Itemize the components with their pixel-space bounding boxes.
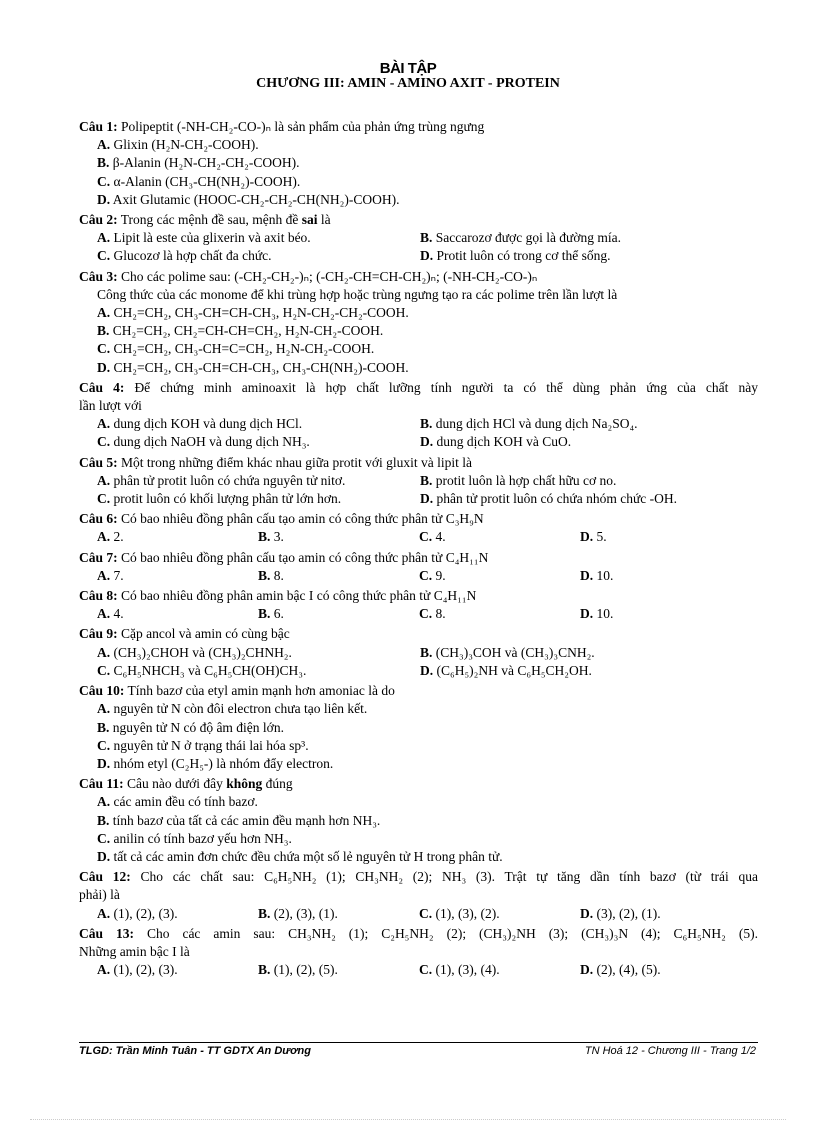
text: D. — [420, 248, 434, 264]
option-d — [420, 247, 611, 265]
text: đúng — [265, 776, 293, 792]
text: 5. — [596, 529, 607, 545]
text: C. — [419, 606, 433, 622]
text: Câu 7: — [79, 549, 118, 565]
text: Câu 5: — [79, 454, 118, 470]
option-a — [97, 961, 258, 979]
option-a — [97, 605, 258, 623]
option-a — [79, 136, 758, 154]
question-12 — [79, 868, 758, 923]
option-b — [420, 229, 621, 247]
text: α-Alanin (CH₃-CH(NH₂)-COOH). — [113, 173, 301, 189]
text: C. — [419, 567, 433, 583]
option-a — [97, 528, 258, 546]
text: A. — [97, 644, 111, 660]
text: A. — [97, 416, 111, 432]
text: D. — [97, 848, 111, 864]
text: tất cả các amin đơn chức đều chứa một số lẻ nguyên tử H trong phân tử. — [113, 848, 503, 864]
text: D. — [97, 755, 111, 771]
text: Có bao nhiêu đồng phân amin bậc I có công thức phân tử C₄H₁₁N — [121, 588, 477, 604]
question-list — [79, 118, 758, 979]
text: (1), (2), (3). — [113, 905, 178, 921]
text: Trong các mệnh đề sau, mệnh đề — [120, 212, 299, 228]
text: A. — [97, 701, 111, 717]
text: A. — [97, 794, 111, 810]
text: 10. — [596, 606, 614, 622]
text: 8. — [435, 606, 446, 622]
text: Một trong những điểm khác nhau giữa protit với gluxit và lipit là — [121, 454, 472, 470]
text: D. — [580, 962, 594, 978]
text: B. — [97, 155, 110, 171]
text: 2. — [113, 529, 124, 545]
question-text: Polipeptit (-NH-CH₂-CO-)ₙ là sản phẩm của phản ứng trùng ngưng — [121, 119, 485, 134]
text: D. — [97, 359, 111, 375]
text: B. — [420, 416, 433, 432]
text: tính bazơ của tất cả các amin đều mạnh hơn NH₃. — [112, 812, 381, 828]
option-d — [79, 191, 758, 209]
text: Câu 13: — [79, 925, 134, 941]
text: CH₂=CH₂, CH₃-CH=C=CH₂, H₂N-CH₂-COOH. — [113, 341, 375, 357]
text: C. — [97, 434, 111, 450]
text: (3), (2), (1). — [596, 905, 661, 921]
text: CH₂=CH₂, CH₃-CH=CH-CH₃, CH₃-CH(NH₂)-COOH. — [113, 359, 409, 375]
text: 4. — [113, 606, 124, 622]
question-8 — [79, 587, 758, 623]
text: 10. — [596, 567, 614, 583]
text: β-Alanin (H₂N-CH₂-CH₂-COOH). — [112, 155, 300, 171]
option-b — [258, 961, 419, 979]
text: B. — [258, 905, 271, 921]
text: B. — [97, 719, 110, 735]
option-b — [258, 528, 419, 546]
text: nguyên tử N có độ âm điện lớn. — [112, 719, 284, 735]
text: Cặp ancol và amin có cùng bậc — [121, 626, 290, 642]
question-1 — [79, 118, 758, 209]
text: anilin có tính bazơ yếu hơn NH₃. — [113, 830, 292, 846]
text: (2), (3), (1). — [273, 905, 338, 921]
question-13 — [79, 925, 758, 980]
text: (1), (2), (5). — [273, 962, 338, 978]
text: D. — [97, 191, 111, 207]
text: Cho các polime sau: (-CH₂-CH₂-)ₙ; (-CH₂-CH=CH-CH₂)ₙ; (-NH-CH₂-CO-)ₙ — [121, 268, 538, 284]
text: B. — [420, 472, 433, 488]
option-a — [79, 304, 758, 322]
text: D. — [580, 529, 594, 545]
text: nguyên tử N còn đôi electron chưa tạo liên kết. — [113, 701, 368, 717]
option-d — [79, 848, 758, 866]
text: Cho các chất sau: C₆H₅NH₂ (1); CH₃NH₂ (2); NH₃ (3). Trật tự tăng dần tính bazơ (từ trái qua — [140, 869, 759, 885]
text: B. — [258, 529, 271, 545]
text: C. — [97, 173, 111, 189]
text: là — [320, 212, 331, 228]
text: các amin đều có tính bazơ. — [113, 794, 258, 810]
text: A. — [97, 962, 111, 978]
text: phân tử protit luôn có chứa nguyên tử nitơ. — [113, 472, 346, 488]
text: Protit luôn có trong cơ thể sống. — [436, 248, 611, 264]
text: B. — [258, 606, 271, 622]
text: Câu 11: — [79, 776, 124, 792]
text: Saccarozơ được gọi là đường mía. — [435, 230, 622, 246]
text: nguyên tử N ở trạng thái lai hóa sp³. — [113, 737, 309, 753]
text: A. — [97, 529, 111, 545]
option-a — [97, 905, 258, 923]
text: B. — [258, 962, 271, 978]
text: Câu nào dưới đây — [127, 776, 223, 792]
text: A. — [97, 305, 111, 321]
option-d — [580, 961, 661, 979]
question-7 — [79, 549, 758, 585]
option-a — [97, 415, 420, 433]
option-d — [79, 359, 758, 377]
text: A. — [97, 230, 111, 246]
option-d — [420, 490, 677, 508]
option-c — [79, 830, 758, 848]
text: Câu 2: — [79, 212, 118, 228]
text: sai — [301, 212, 318, 228]
text: Công thức của các monome để khi trùng hợp hoặc trùng ngưng tạo ra các polime trên lần lượt là — [97, 286, 618, 302]
text: A. — [97, 905, 111, 921]
text: B. — [420, 230, 433, 246]
option-c — [419, 905, 580, 923]
footer-page-info: TN Hoá 12 - Chương III - Trang 1/2 — [584, 1045, 756, 1057]
text: protit luôn có khối lượng phân tử lớn hơn. — [113, 491, 342, 507]
option-b — [420, 415, 638, 433]
text: Tính bazơ của etyl amin mạnh hơn amoniac là do — [127, 683, 395, 699]
text: B. — [97, 812, 110, 828]
option-c — [97, 433, 420, 451]
text: Để chứng minh aminoaxit là hợp chất lưỡng tính người ta có thể dùng phản ứng của chất này — [134, 379, 758, 395]
text: Glixin (H₂N-CH₂-COOH). — [113, 137, 259, 153]
option-a — [97, 644, 420, 662]
question-4 — [79, 379, 758, 452]
option-b — [420, 644, 595, 662]
text: 7. — [113, 567, 124, 583]
option-c — [419, 528, 580, 546]
option-c — [79, 340, 758, 358]
option-c — [419, 567, 580, 585]
text: D. — [420, 662, 434, 678]
option-d — [420, 662, 592, 680]
option-b — [258, 905, 419, 923]
option-b — [79, 812, 758, 830]
text: (1), (3), (4). — [435, 962, 500, 978]
text: A. — [97, 606, 111, 622]
text: (CH₃)₃COH và (CH₃)₃CNH₂. — [435, 644, 595, 660]
question-label: Câu 1: — [79, 119, 118, 134]
page-edge — [30, 1119, 786, 1120]
text: Câu 8: — [79, 588, 118, 604]
text: nhóm etyl (C₂H₅-) là nhóm đẩy electron. — [113, 755, 334, 771]
text: Glucozơ là hợp chất đa chức. — [113, 248, 272, 264]
text: Có bao nhiêu đồng phân cấu tạo amin có công thức phân tử C₃H₉N — [121, 511, 484, 527]
option-a — [97, 472, 420, 490]
option-a — [97, 229, 420, 247]
text: C. — [419, 529, 433, 545]
option-b — [79, 154, 758, 172]
option-c — [97, 490, 420, 508]
text: CH₂=CH₂, CH₃-CH=CH-CH₃, H₂N-CH₂-CH₂-COOH. — [113, 305, 409, 321]
text: (C₆H₅)₂NH và C₆H₅CH₂OH. — [436, 662, 592, 678]
text: phân tử protit luôn có chứa nhóm chức -OH. — [436, 491, 678, 507]
text: D. — [420, 491, 434, 507]
text: A. — [97, 137, 111, 153]
text: Có bao nhiêu đồng phân cấu tạo amin có công thức phân tử C₄H₁₁N — [121, 549, 489, 565]
option-c — [79, 737, 758, 755]
text: C. — [419, 905, 433, 921]
option-b — [79, 322, 758, 340]
text: CH₂=CH₂, CH₂=CH-CH=CH₂, H₂N-CH₂-COOH. — [112, 323, 384, 339]
option-c — [419, 961, 580, 979]
footer-divider — [79, 1042, 758, 1043]
text: C. — [97, 341, 111, 357]
text: Câu 4: — [79, 379, 125, 395]
text: Cho các amin sau: CH₃NH₂ (1); C₂H₅NH₂ (2); (CH₃)₂NH (3); (CH₃)₃N (4); C₆H₅NH₂ (5). — [146, 925, 758, 941]
text: C. — [97, 737, 111, 753]
text: B. — [258, 567, 271, 583]
option-d — [580, 528, 607, 546]
text: A. — [97, 472, 111, 488]
text: Câu 10: — [79, 683, 125, 699]
text: dung dịch NaOH và dung dịch NH₃. — [113, 434, 310, 450]
text: Câu 9: — [79, 626, 118, 642]
text: 3. — [273, 529, 284, 545]
text: 4. — [435, 529, 446, 545]
question-10 — [79, 682, 758, 773]
text: C. — [419, 962, 433, 978]
option-b — [79, 719, 758, 737]
text: phải) là — [79, 887, 120, 903]
text: Axit Glutamic (HOOC-CH₂-CH₂-CH(NH₂)-COOH). — [112, 191, 400, 207]
option-d — [580, 905, 661, 923]
question-11 — [79, 775, 758, 866]
text: không — [226, 776, 263, 792]
question-9 — [79, 625, 758, 680]
option-b — [258, 567, 419, 585]
question-2 — [79, 211, 758, 266]
option-a — [97, 567, 258, 585]
chapter-title: CHƯƠNG III: AMIN - AMINO AXIT - PROTEIN — [256, 76, 560, 91]
text: Câu 3: — [79, 268, 118, 284]
text: Những amin bậc I là — [79, 943, 190, 959]
option-d — [580, 567, 613, 585]
footer-author: TLGD: Trần Minh Tuân - TT GDTX An Dương — [79, 1045, 311, 1057]
text: C. — [97, 248, 111, 264]
text: (CH₃)₂CHOH và (CH₃)₂CHNH₂. — [113, 644, 292, 660]
text: lần lượt với — [79, 398, 142, 414]
text: (1), (2), (3). — [113, 962, 178, 978]
option-d — [79, 755, 758, 773]
text: 8. — [273, 567, 284, 583]
text: (2), (4), (5). — [596, 962, 661, 978]
text: C. — [97, 662, 111, 678]
text: dung dịch KOH và CuO. — [436, 434, 572, 450]
question-5 — [79, 454, 758, 509]
text: 9. — [435, 567, 446, 583]
option-c — [419, 605, 580, 623]
option-a — [79, 700, 758, 718]
question-3 — [79, 268, 758, 377]
text: D. — [580, 905, 594, 921]
text: protit luôn là hợp chất hữu cơ no. — [435, 472, 617, 488]
text: D. — [420, 434, 434, 450]
text: Câu 6: — [79, 511, 118, 527]
option-c — [97, 247, 420, 265]
text: D. — [580, 567, 594, 583]
option-c — [97, 662, 420, 680]
text: C. — [97, 491, 111, 507]
page-title: BÀI TẬP — [379, 60, 437, 77]
text: dung dịch HCl và dung dịch Na₂SO₄. — [435, 416, 638, 432]
text: B. — [420, 644, 433, 660]
option-d — [580, 605, 613, 623]
text: Lipit là este của glixerin và axit béo. — [113, 230, 311, 246]
text: dung dịch KOH và dung dịch HCl. — [113, 416, 303, 432]
text: (1), (3), (2). — [435, 905, 500, 921]
question-6 — [79, 510, 758, 546]
text: C. — [97, 830, 111, 846]
text: C₆H₅NHCH₃ và C₆H₅CH(OH)CH₃. — [113, 662, 307, 678]
option-d — [420, 433, 571, 451]
text: A. — [97, 567, 111, 583]
option-c — [79, 173, 758, 191]
text: Câu 12: — [79, 869, 131, 885]
text: 6. — [273, 606, 284, 622]
text: D. — [580, 606, 594, 622]
option-a — [79, 793, 758, 811]
option-b — [258, 605, 419, 623]
option-b — [420, 472, 616, 490]
text: B. — [97, 323, 110, 339]
